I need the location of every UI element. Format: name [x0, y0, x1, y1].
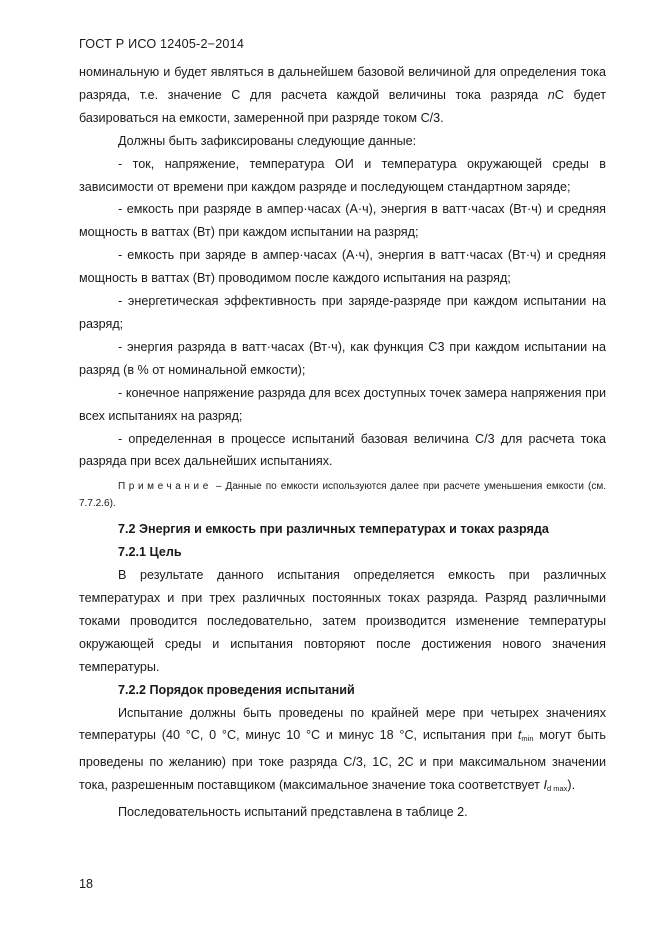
- section-heading-7-2-2: 7.2.2 Порядок проведения испытаний: [118, 682, 355, 697]
- list-item: - энергия разряда в ватт·часах (Вт·ч), как функция C3 при каждом испытании на разряд (в % от номинальной емкости);: [79, 339, 606, 377]
- list-item: - энергетическая эффективность при заряде-разряде при каждом испытании на разряд;: [79, 294, 606, 331]
- note: [79, 478, 606, 512]
- list-item: - емкость при заряде в ампер·часах (А·ч), энергия в ватт·часах (Вт·ч) и средняя мощность в ваттах (Вт) проводимом после каждого испытания на разряд;: [79, 248, 606, 286]
- list-item: - ток, напряжение, температура ОИ и температура окружающей среды в зависимости от времени при каждом разряде и последующем стандартном заряде;: [79, 156, 606, 194]
- page-number: 18: [79, 877, 94, 891]
- list-item: - определенная в процессе испытаний базовая величина C/3 для расчета тока разряда при всех дальнейших испытаниях.: [79, 431, 606, 469]
- section-heading-7-2: 7.2 Энергия и емкость при различных температурах и токах разряда: [118, 522, 549, 537]
- note-label: Примечание: [118, 481, 212, 493]
- paragraph-procedure: Испытание должны быть проведены по крайней мере при четырех значениях температуры (40 °C, 0 °C, минус 10 °C и минус 18 °C, испытания при $t_{min}$ могут быть проведены по желанию) при токе разряда C/3, 1C, 2C и при максимальном значении тока, разрешенным поставщиком (максимальное значение тока соответствует $I_{d max}$).: [79, 705, 606, 794]
- note-text: – Данные по емкости используются далее при расчете уменьшения емкости (см. 7.7.2.6).: [79, 481, 606, 510]
- paragraph-purpose: В результате данного испытания определяется емкость при различных температурах и при трех различных постоянных токах разряда. Разряд различными токами проводится последовательно, затем производится изменение температуры окружающей среды и испытания повторяют после достижения нового значения температуры.: [79, 568, 606, 674]
- paragraph-data-intro: Должны быть зафиксированы следующие данные:: [118, 133, 417, 148]
- document-header: ГОСТ Р ИСО 12405-2−2014: [79, 37, 245, 51]
- list-item: - емкость при разряде в ампер·часах (А·ч), энергия в ватт·часах (Вт·ч) и средняя мощность в ваттах (Вт) при каждом испытании на разряд;: [79, 202, 606, 240]
- document-body: [79, 61, 606, 824]
- list-item: - конечное напряжение разряда для всех доступных точек замера напряжения при всех испытаниях на разряд;: [79, 385, 606, 423]
- paragraph-continuation: номинальную и будет являться в дальнейшем базовой величиной для определения тока разряда, т.е. значение C для расчета каждой величины тока разряда nC будет базироваться на емкости, замеренной при разряде током C/3.: [79, 65, 606, 125]
- paragraph-table-reference: Последовательность испытаний представлена в таблице 2.: [118, 805, 468, 820]
- section-heading-7-2-1: 7.2.1 Цель: [118, 545, 182, 560]
